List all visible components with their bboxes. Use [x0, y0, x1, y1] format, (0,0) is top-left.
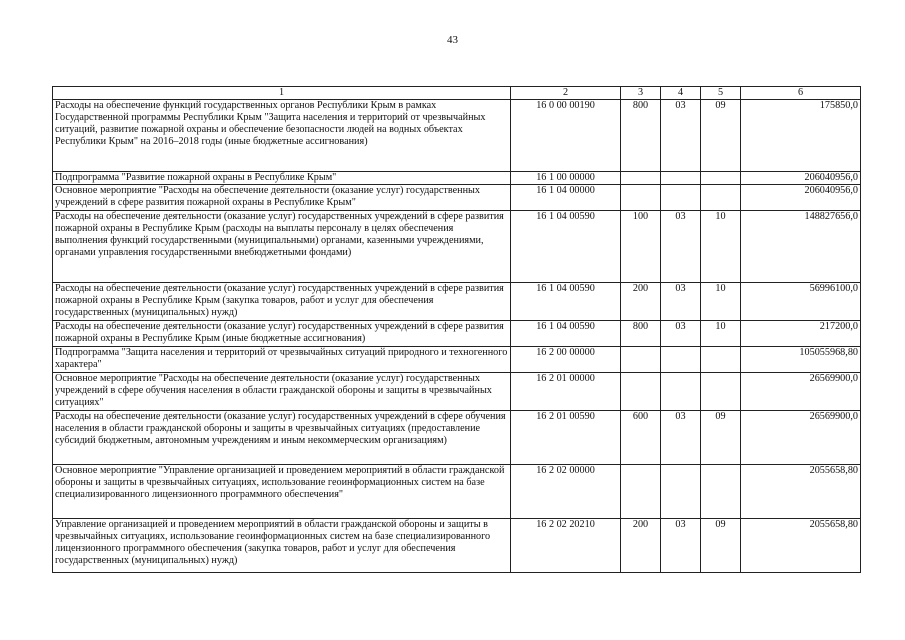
- col-header-1: 1: [53, 87, 511, 100]
- col-header-6: 6: [741, 87, 861, 100]
- section: [661, 172, 701, 185]
- target-code: 16 1 04 00590: [511, 211, 621, 283]
- section: 03: [661, 321, 701, 347]
- section: [661, 465, 701, 519]
- table-row: [53, 211, 861, 283]
- section: 03: [661, 283, 701, 321]
- table-row: [53, 100, 861, 172]
- expense-type: [621, 465, 661, 519]
- amount: 175850,0: [741, 100, 861, 172]
- expense-type: 800: [621, 100, 661, 172]
- expense-name: Расходы на обеспечение деятельности (оказание услуг) государственных учреждений в сфере развития пожарной охраны в Республике Крым (иные бюджетные ассигнования): [53, 321, 511, 347]
- subsection: [701, 373, 741, 411]
- expense-name: Расходы на обеспечение деятельности (оказание услуг) государственных учреждений в сфере развития пожарной охраны в Республике Крым (закупка товаров, работ и услуг для обеспечения государственных (муниципальных) нужд): [53, 283, 511, 321]
- expense-name: Подпрограмма "Защита населения и территорий от чрезвычайных ситуаций природного и техногенного характера": [53, 347, 511, 373]
- expense-type: 200: [621, 519, 661, 573]
- expense-name: Управление организацией и проведением мероприятий в области гражданской обороны и защиты в чрезвычайных ситуациях, использование геоинформационных систем на базе специализированного лицензионного программного обеспечения (закупка товаров, работ и услуг для обеспечения государственных (муниципальных) нужд): [53, 519, 511, 573]
- target-code: 16 1 04 00590: [511, 321, 621, 347]
- table-row: [53, 321, 861, 347]
- expense-type: 100: [621, 211, 661, 283]
- budget-table: [52, 86, 861, 573]
- page-number: 43: [447, 34, 458, 46]
- target-code: 16 1 00 00000: [511, 172, 621, 185]
- expense-name: Основное мероприятие "Расходы на обеспечение деятельности (оказание услуг) государственных учреждений в сфере развития пожарной охраны в Республике Крым": [53, 185, 511, 211]
- table-row: [53, 347, 861, 373]
- section: [661, 373, 701, 411]
- expense-name: Расходы на обеспечение функций государственных органов Республики Крым в рамках Государственной программы Республики Крым "Защита населения и территорий от чрезвычайных ситуаций, развитие пожарной охраны и обеспечение безопасности людей на водных объектах Республики Крым" на 2016–2018 годы (иные бюджетные ассигнования): [53, 100, 511, 172]
- table-row: [53, 283, 861, 321]
- target-code: 16 2 00 00000: [511, 347, 621, 373]
- expense-type: [621, 347, 661, 373]
- subsection: [701, 172, 741, 185]
- expense-type: 800: [621, 321, 661, 347]
- expense-name: Расходы на обеспечение деятельности (оказание услуг) государственных учреждений в сфере обучения населения в области гражданской обороны и защиты в чрезвычайных ситуациях (предоставление субсидий бюджетным, автономным учреждениям и иным некоммерческим организациям): [53, 411, 511, 465]
- amount: 148827656,0: [741, 211, 861, 283]
- table-row: [53, 411, 861, 465]
- expense-name: Подпрограмма "Развитие пожарной охраны в Республике Крым": [53, 172, 511, 185]
- subsection: [701, 465, 741, 519]
- amount: 26569900,0: [741, 411, 861, 465]
- amount: 206040956,0: [741, 172, 861, 185]
- col-header-5: 5: [701, 87, 741, 100]
- target-code: 16 2 02 00000: [511, 465, 621, 519]
- expense-name: Расходы на обеспечение деятельности (оказание услуг) государственных учреждений в сфере развития пожарной охраны в Республике Крым (расходы на выплаты персоналу в целях обеспечения выполнения функций государственными (муниципальными) органами, казенными учреждениями, органами управления государственными внебюджетными фондами): [53, 211, 511, 283]
- subsection: 10: [701, 321, 741, 347]
- subsection: 09: [701, 519, 741, 573]
- target-code: 16 2 01 00000: [511, 373, 621, 411]
- subsection: [701, 347, 741, 373]
- section: [661, 185, 701, 211]
- subsection: 10: [701, 211, 741, 283]
- target-code: 16 2 01 00590: [511, 411, 621, 465]
- expense-type: 200: [621, 283, 661, 321]
- amount: 206040956,0: [741, 185, 861, 211]
- expense-type: [621, 373, 661, 411]
- header-row: [53, 87, 861, 100]
- subsection: 09: [701, 411, 741, 465]
- section: [661, 347, 701, 373]
- amount: 2055658,80: [741, 519, 861, 573]
- table-row: [53, 185, 861, 211]
- expense-name: Основное мероприятие "Управление организацией и проведением мероприятий в области гражданской обороны и защиты в чрезвычайных ситуациях, использование геоинформационных систем на базе специализированного лицензионного программного обеспечения": [53, 465, 511, 519]
- amount: 26569900,0: [741, 373, 861, 411]
- table-row: [53, 519, 861, 573]
- table-row: [53, 465, 861, 519]
- section: 03: [661, 411, 701, 465]
- amount: 2055658,80: [741, 465, 861, 519]
- subsection: 09: [701, 100, 741, 172]
- target-code: 16 0 00 00190: [511, 100, 621, 172]
- section: 03: [661, 211, 701, 283]
- table-row: [53, 172, 861, 185]
- amount: 105055968,80: [741, 347, 861, 373]
- section: 03: [661, 519, 701, 573]
- target-code: 16 2 02 20210: [511, 519, 621, 573]
- col-header-4: 4: [661, 87, 701, 100]
- table-row: [53, 373, 861, 411]
- subsection: [701, 185, 741, 211]
- expense-type: [621, 185, 661, 211]
- subsection: 10: [701, 283, 741, 321]
- amount: 56996100,0: [741, 283, 861, 321]
- expense-type: 600: [621, 411, 661, 465]
- expense-type: [621, 172, 661, 185]
- target-code: 16 1 04 00590: [511, 283, 621, 321]
- amount: 217200,0: [741, 321, 861, 347]
- target-code: 16 1 04 00000: [511, 185, 621, 211]
- section: 03: [661, 100, 701, 172]
- expense-name: Основное мероприятие "Расходы на обеспечение деятельности (оказание услуг) государственных учреждений в сфере обучения населения в области гражданской обороны и защиты в чрезвычайных ситуациях": [53, 373, 511, 411]
- col-header-3: 3: [621, 87, 661, 100]
- col-header-2: 2: [511, 87, 621, 100]
